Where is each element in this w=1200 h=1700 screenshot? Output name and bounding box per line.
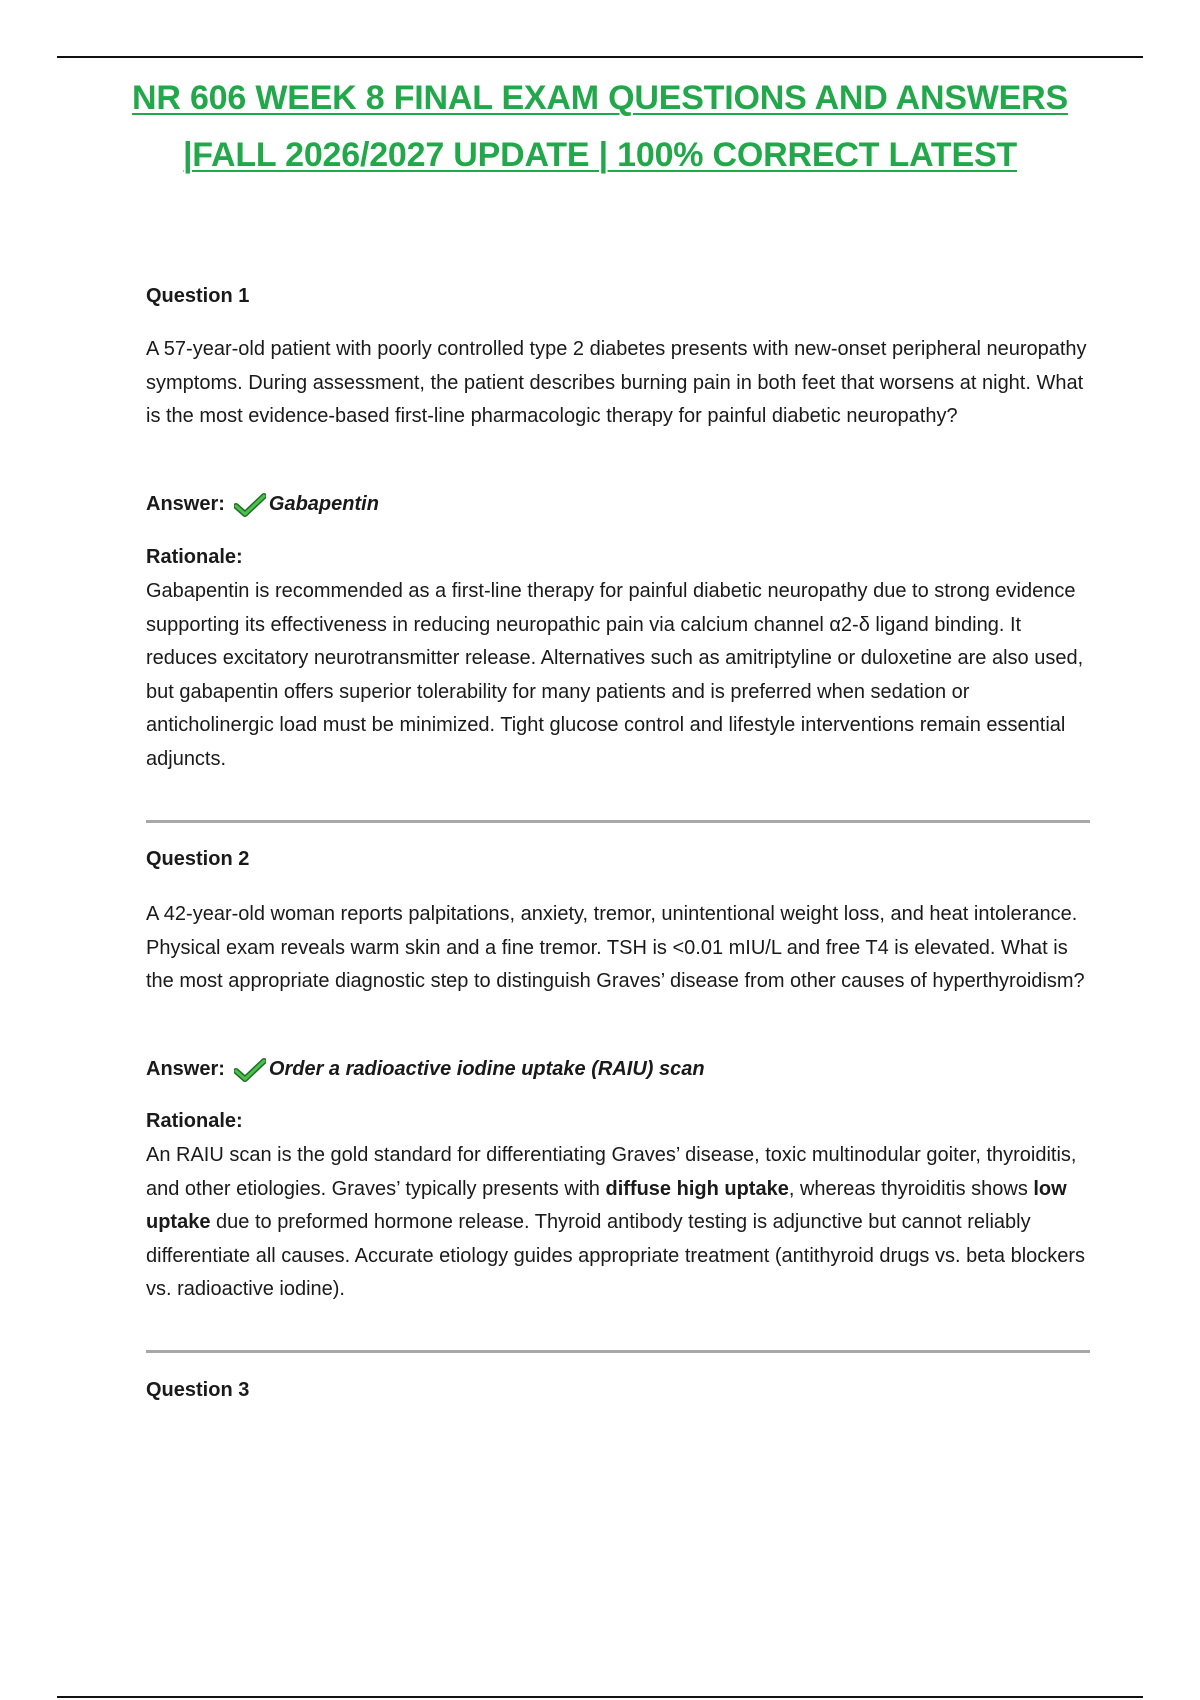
rationale-text-part: , whereas thyroiditis shows [788, 1177, 1034, 1200]
top-rule [57, 56, 1143, 58]
question-3-heading: Question 3 [146, 1379, 250, 1401]
question-1-rationale-block [146, 575, 1090, 776]
rationale-label: Rationale: [146, 546, 243, 568]
rationale-emphasis: diffuse high uptake [605, 1177, 789, 1200]
question-1-block [146, 280, 1090, 314]
bottom-rule [57, 1696, 1143, 1698]
question-2-rationale [146, 1139, 1090, 1307]
question-1-answer: Gabapentin [268, 493, 379, 515]
question-2-answer: Order a radioactive iodine uptake (RAIU) scan [268, 1058, 705, 1080]
answer-label: Answer: [146, 493, 225, 515]
section-divider [146, 820, 1090, 823]
question-1-rationale-label-block [146, 541, 1090, 575]
question-2-text-block [146, 898, 1090, 999]
question-1-text-block [146, 333, 1090, 434]
rationale-text-part: An RAIU scan is the gold standard for differentiating Graves’ disease, toxic multinodular goiter, thyroiditis, and other etiologies. Graves’ typically presents with [146, 1144, 1077, 1200]
section-divider [146, 1350, 1090, 1353]
question-2-rationale-block [146, 1139, 1090, 1307]
question-1-heading: Question 1 [146, 285, 250, 307]
rationale-text-part: due to preformed hormone release. Thyroid antibody testing is adjunctive but cannot reliably differentiate all causes. Accurate etiology guides appropriate treatment (antithyroid drugs vs. beta blockers vs. radioactive iodine). [146, 1211, 1086, 1300]
title-line-2: |FALL 2026/2027 UPDATE | 100% CORRECT LATEST [182, 136, 1017, 174]
question-2-text: A 42-year-old woman reports palpitations, anxiety, tremor, unintentional weight loss, and heat intolerance. Physical exam reveals warm skin and a fine tremor. TSH is <0.01 mIU/L and free T4 is elevated. What is the most appropriate diagnostic step to distinguish Graves’ disease from other causes of hyperthyroidism? [146, 903, 1085, 992]
answer-label: Answer: [146, 1058, 225, 1080]
question-1-text: A 57-year-old patient with poorly controlled type 2 diabetes presents with new-onset peripheral neuropathy symptoms. During assessment, the patient describes burning pain in both feet that worsens at night. What is the most evidence-based first-line pharmacologic therapy for painful diabetic neuropathy? [146, 338, 1087, 427]
question-2-heading: Question 2 [146, 848, 250, 870]
question-3-block [146, 1374, 1090, 1408]
check-mark-icon [234, 1058, 266, 1082]
document-title [0, 70, 1200, 184]
question-2-block [146, 843, 1090, 877]
question-1-rationale: Gabapentin is recommended as a first-line therapy for painful diabetic neuropathy due to strong evidence supporting its effectiveness in reducing neuropathic pain via calcium channel α2-δ ligand binding. It reduces excitatory neurotransmitter release. Alternatives such as amitriptyline or duloxetine are also used, but gabapentin offers superior tolerability for many patients and is preferred when sedation or anticholinergic load must be minimized. Tight glucose control and lifestyle interventions remain essential adjuncts. [146, 580, 1084, 770]
rationale-emphasis: low uptake [146, 1177, 1067, 1233]
question-2-answer-row [146, 1053, 1090, 1087]
title-line-1: NR 606 WEEK 8 FINAL EXAM QUESTIONS AND ANSWERS [132, 79, 1068, 117]
question-1-answer-row [146, 488, 1090, 522]
question-2-rationale-label-block [146, 1105, 1090, 1139]
check-mark-icon [234, 493, 266, 517]
rationale-label: Rationale: [146, 1110, 243, 1132]
